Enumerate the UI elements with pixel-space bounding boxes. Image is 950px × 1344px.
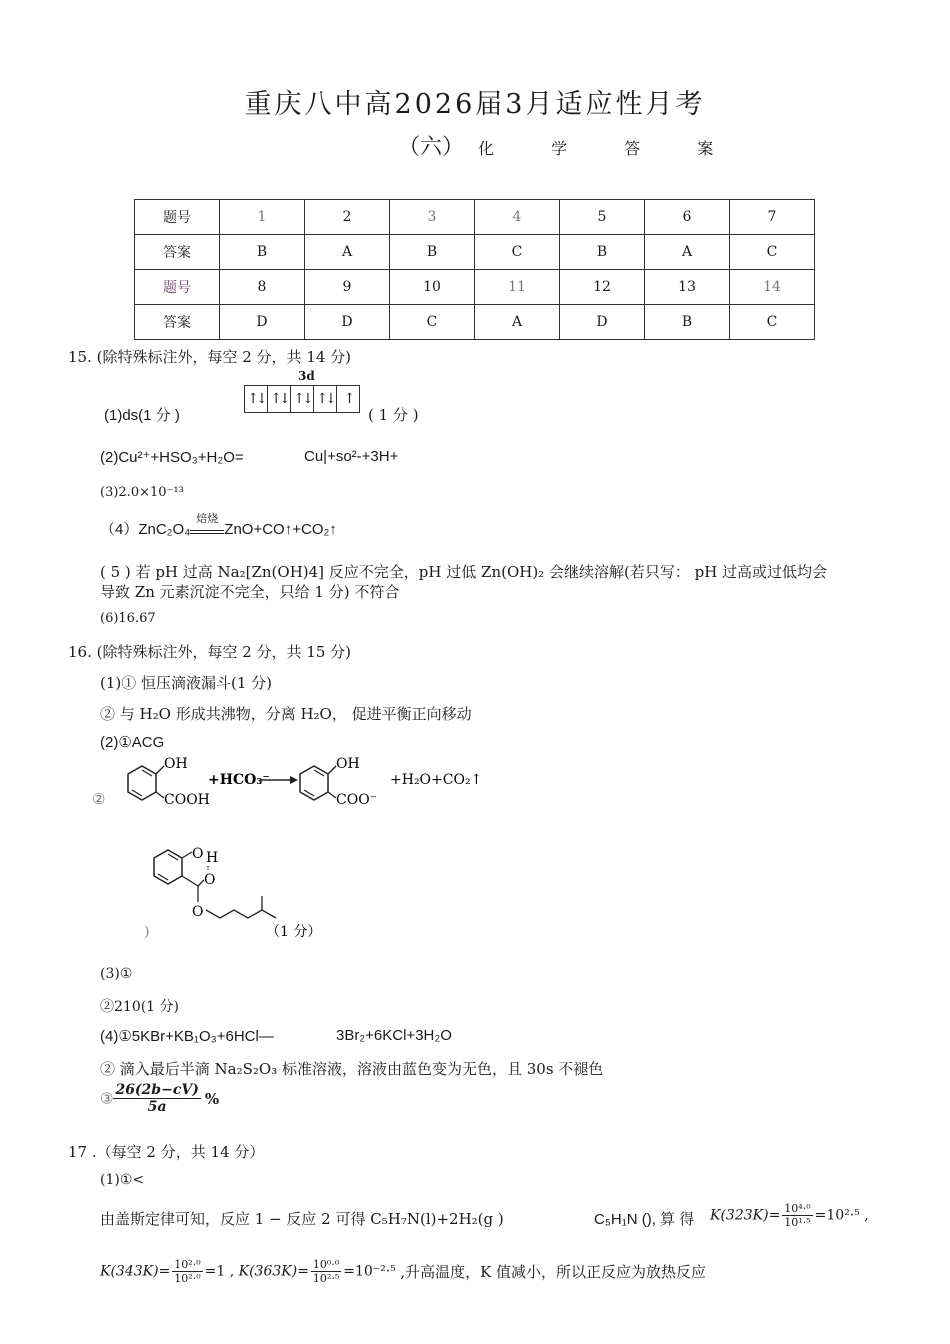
table-cell: 14: [730, 270, 815, 305]
rx-cooh: COOH: [164, 792, 210, 808]
table-cell: 1: [220, 200, 305, 235]
answer-table: [134, 199, 815, 340]
orbital-label: 3d: [298, 369, 315, 383]
table-cell: 11: [475, 270, 560, 305]
p4-3-num: 26(2b−cV): [115, 1082, 199, 1098]
alkyl-chain: [206, 910, 276, 918]
table-cell: 6: [645, 200, 730, 235]
table-cell: C: [475, 235, 560, 270]
p4-equals: [190, 530, 224, 534]
page-title: 重庆八中高2026届3月适应性月考: [244, 89, 706, 120]
rx-coo: COO⁻: [336, 792, 378, 808]
reaction-scheme: [86, 752, 506, 814]
q16-p2-2-marker: ②: [92, 790, 106, 808]
ester-o3: O: [192, 904, 204, 920]
q15-p1-score: ( 1 分 ): [368, 406, 419, 424]
table-cell: C: [390, 305, 475, 340]
k363-res: =10⁻²·⁵: [343, 1263, 396, 1280]
q17-p1: (1)①<: [100, 1172, 145, 1188]
table-cell: D: [305, 305, 390, 340]
k-line: [100, 1258, 706, 1285]
table-cell: D: [220, 305, 305, 340]
q17-heading: 17 .（每空 2 分，共 14 分）: [68, 1143, 265, 1161]
bond: [328, 766, 336, 774]
q15-p2-right: Cu|+so²-+3H+: [304, 448, 399, 465]
bond: [182, 876, 198, 886]
table-cell: A: [475, 305, 560, 340]
orbital-box: ↑↓: [291, 386, 314, 412]
table-cell: B: [220, 235, 305, 270]
q16-p1-1: (1)① 恒压滴液漏斗(1 分): [100, 674, 273, 692]
table-cell: 2: [305, 200, 390, 235]
p4-products: ZnO+CO↑+CO₂↑: [224, 521, 337, 538]
table-row: [135, 270, 815, 305]
p4-3-fraction: [113, 1082, 200, 1115]
k363-den: 10²·⁵: [312, 1272, 340, 1285]
p4-3-pct: %: [204, 1089, 220, 1108]
arrow-head: [290, 776, 298, 784]
k343-num: 10²·⁰: [174, 1258, 201, 1271]
table-cell: 8: [220, 270, 305, 305]
q15-p1: (1)ds(1 分 ): [104, 407, 180, 424]
orbital-box: ↑↓: [268, 386, 291, 412]
table-cell: 3: [390, 200, 475, 235]
q15-p3: (3)2.0×10⁻¹³: [100, 485, 184, 500]
q16-p4-3: [100, 1082, 219, 1115]
ester-structure: [140, 838, 360, 942]
q15-p5-line1: ( 5 ) 若 pH 过高 Na₂[Zn(OH)4] 反应不完全，pH 过低 Zn(OH)₂ 会继续溶解(若只写： pH 过高或过低均会: [100, 563, 828, 581]
table-cell: A: [645, 235, 730, 270]
k343-res: =1 ,: [204, 1263, 235, 1280]
p4-3-den: 5a: [147, 1099, 167, 1115]
q15-heading: 15. (除特殊标注外，每空 2 分，共 14 分): [68, 348, 352, 366]
table-cell: B: [390, 235, 475, 270]
table-cell: B: [560, 235, 645, 270]
ester-mark: ): [144, 924, 150, 940]
rx-oh: OH: [164, 756, 188, 772]
row-label: 答案: [135, 305, 220, 340]
q17-p2-text: 由盖斯定律可知，反应 1 − 反应 2 可得 C₅H₇N(l)+2H₂(g ): [100, 1210, 504, 1228]
q16-p3-2: ②210(1 分): [100, 999, 180, 1015]
k343-label: K(343K)=: [100, 1263, 171, 1280]
orbital-diagram: [244, 385, 360, 413]
orbital-box: ↑: [343, 391, 353, 407]
q16-p4-2: ② 滴入最后半滴 Na₂S₂O₃ 标准溶液，溶液由蓝色变为无色，且 30s 不褪色: [100, 1060, 604, 1078]
q16-heading: 16. (除特殊标注外，每空 2 分，共 15 分): [68, 643, 352, 661]
orbital-box: ↑↓: [245, 386, 268, 412]
k343-frac: [172, 1258, 202, 1285]
q15-p6: (6)16.67: [100, 611, 156, 626]
bond: [328, 792, 336, 798]
q16-p4-1-right: 3Br₂+6KCl+3H₂O: [336, 1027, 452, 1044]
bond: [156, 792, 164, 798]
table-cell: A: [305, 235, 390, 270]
rx-oh-2: OH: [336, 756, 360, 772]
q17-conclusion: ,升高温度，K 值减小，所以正反应为放热反应: [400, 1263, 707, 1281]
q15-p4: [100, 513, 337, 539]
q15-p5-line2: 导致 Zn 元素沉淀不完全，只给 1 分) 不符合: [100, 583, 400, 601]
p4-condition: 焙烧: [196, 513, 219, 525]
table-cell: 13: [645, 270, 730, 305]
table-row: [135, 305, 815, 340]
ester-score: （1 分）: [266, 924, 322, 940]
k323-den: 10¹·⁵: [784, 1216, 811, 1229]
ester-o2: O: [204, 872, 216, 888]
table-cell: B: [645, 305, 730, 340]
q16-p3-1: (3)①: [100, 966, 133, 982]
subtitle-paren: （六）: [398, 135, 465, 160]
table-cell: 12: [560, 270, 645, 305]
subtitle-text: 化 学 答 案: [478, 139, 740, 158]
k363-frac: [311, 1258, 341, 1285]
p4-arrow: [190, 513, 224, 534]
k363-num: 10⁰·⁰: [312, 1258, 340, 1271]
row-label: 题号: [135, 270, 220, 305]
page-subtitle: [398, 130, 739, 161]
ester-o1: O: [192, 846, 204, 862]
table-cell: 5: [560, 200, 645, 235]
bond: [182, 852, 192, 858]
q16-p1-2: ② 与 H₂O 形成共沸物，分离 H₂O， 促进平衡正向移动: [100, 705, 472, 723]
k323-label: K(323K)=: [710, 1207, 781, 1224]
ester-h: H: [206, 850, 219, 866]
table-cell: 7: [730, 200, 815, 235]
rx-plus-hco3: +HCO₃⁻: [208, 772, 270, 788]
p4-3-marker: ③: [100, 1089, 114, 1108]
table-cell: 9: [305, 270, 390, 305]
table-cell: C: [730, 305, 815, 340]
table-cell: C: [730, 235, 815, 270]
rx-products: +H₂O+CO₂↑: [390, 772, 483, 788]
p4-reactant: ZnC₂O₄: [138, 521, 191, 538]
k343-den: 10²·⁰: [174, 1272, 201, 1285]
k323-frac: [782, 1202, 812, 1229]
table-row: [135, 200, 815, 235]
q17-p2-prod: C₅H₁N (), 算 得: [594, 1211, 695, 1228]
q15-p2-left: (2)Cu²⁺+HSO₃+H₂O=: [100, 449, 244, 466]
k323-num: 10⁴·⁰: [784, 1202, 811, 1215]
q16-p2-1: (2)①ACG: [100, 734, 165, 751]
orbital-box: ↑↓: [314, 386, 337, 412]
row-label: 答案: [135, 235, 220, 270]
table-cell: 4: [475, 200, 560, 235]
p4-prefix: （4）: [100, 521, 139, 538]
bond: [156, 766, 164, 774]
table-cell: D: [560, 305, 645, 340]
benzene-ring: [300, 766, 328, 800]
benzene-ring: [154, 850, 182, 884]
k323-expr: [710, 1202, 869, 1229]
k363-label: K(363K)=: [238, 1263, 309, 1280]
table-cell: 10: [390, 270, 475, 305]
table-row: [135, 235, 815, 270]
benzene-ring: [128, 766, 156, 800]
q16-p4-1-left: (4)①5KBr+KB₁O₃+6HCl—: [100, 1028, 274, 1045]
k323-res: =10²·⁵ ,: [814, 1207, 869, 1224]
row-label: 题号: [135, 200, 220, 235]
